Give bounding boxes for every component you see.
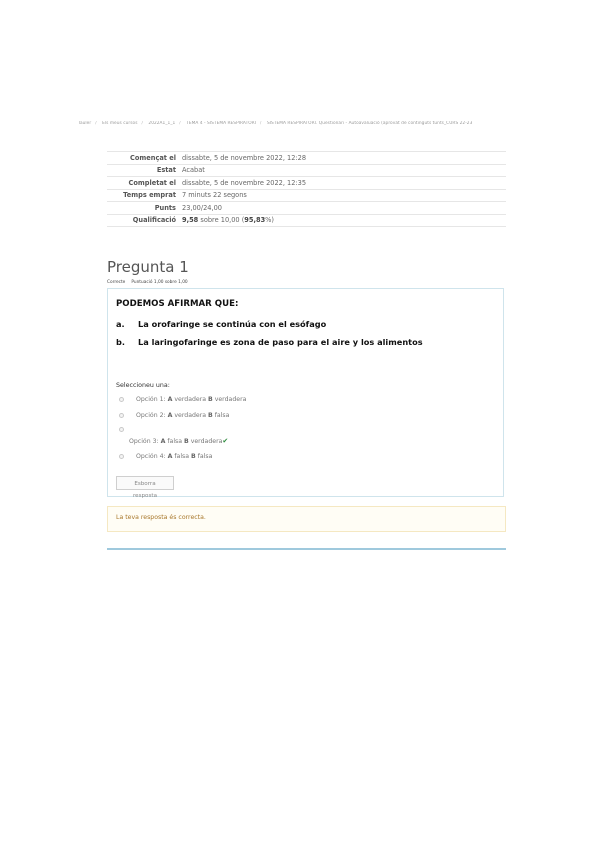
- summary-label: Començat el: [130, 153, 176, 162]
- radio-button[interactable]: [119, 397, 124, 402]
- option-label: [136, 412, 229, 419]
- breadcrumb-separator: /: [260, 121, 262, 126]
- question-stem-line: [116, 319, 326, 329]
- option-b: B: [208, 396, 213, 403]
- breadcrumb-item-quiz[interactable]: SISTEMA RESPIRATORI. Qüestionari - Autoavaluació (aprovat de continguts tunts_CURS 22-23: [266, 121, 473, 126]
- question-stem-title: PODEMOS AFIRMAR QUE:: [116, 299, 239, 309]
- stem-letter: a.: [116, 319, 125, 329]
- option-a-value: falsa: [165, 438, 185, 445]
- radio-button[interactable]: [119, 454, 124, 459]
- option-a: A: [167, 412, 173, 419]
- option-label: [136, 396, 246, 403]
- stem-text: La orofaringe se continúa con el esófago: [138, 319, 327, 329]
- option-a: A: [160, 438, 166, 445]
- summary-label: Temps emprat: [123, 191, 176, 200]
- option-label: [136, 453, 212, 460]
- summary-row-time-taken: [107, 189, 506, 202]
- feedback-text: La teva resposta és correcta.: [116, 514, 206, 521]
- breadcrumb-item-section[interactable]: TEMA 4 - SISTEMA RESPIRATORI: [186, 121, 257, 126]
- option-b-value: verdadera: [212, 396, 247, 403]
- grade-percent-close: %): [265, 216, 274, 225]
- option-b: B: [184, 438, 189, 445]
- option-b-value: falsa: [212, 412, 230, 419]
- summary-label: Estat: [156, 166, 176, 175]
- breadcrumb-item-course[interactable]: 2022A1_1_1: [148, 121, 176, 126]
- question-title: Pregunta 1: [107, 258, 189, 276]
- option-b: B: [191, 453, 196, 460]
- option-prefix: Opción 1:: [136, 396, 168, 403]
- breadcrumb-item-my-courses[interactable]: Els meus cursos: [102, 121, 138, 126]
- option-prefix: Opción 3:: [129, 438, 161, 445]
- option-prefix: Opción 4:: [136, 453, 168, 460]
- question-state: Correcte: [107, 280, 126, 285]
- question-stem-line: [116, 337, 423, 347]
- grade-out-of: sobre 10,00 (: [198, 216, 245, 225]
- answer-option-1[interactable]: [119, 396, 246, 403]
- attempt-summary-table: [107, 151, 506, 227]
- breadcrumb-separator: /: [179, 121, 181, 126]
- summary-value: 23,00/24,00: [182, 203, 222, 212]
- option-b: B: [208, 412, 213, 419]
- summary-value: dissabte, 5 de novembre 2022, 12:35: [182, 178, 307, 187]
- stem-text: La laringofaringe es zona de paso para el aire y los alimentos: [138, 337, 423, 347]
- summary-row-marks: [107, 202, 506, 215]
- option-a-value: falsa: [172, 453, 192, 460]
- summary-row-grade: [107, 214, 506, 227]
- summary-label: Punts: [154, 203, 176, 212]
- summary-value: Acabat: [182, 166, 205, 175]
- option-a-value: verdadera: [172, 396, 209, 403]
- summary-row-completed: [107, 177, 506, 190]
- option-a: A: [167, 453, 173, 460]
- option-b-value: falsa: [195, 453, 213, 460]
- stem-letter: b.: [116, 337, 125, 347]
- summary-row-state: [107, 164, 506, 177]
- breadcrumb-item-dashboard[interactable]: Tauler: [78, 121, 92, 126]
- summary-row-started: [107, 152, 506, 165]
- summary-label: Completat el: [128, 178, 176, 187]
- correct-check-icon: ✔: [222, 437, 229, 445]
- option-prefix: Opción 2:: [136, 412, 168, 419]
- question-marks: Puntuació 1,00 sobre 1,00: [131, 280, 188, 285]
- grade-value: 9,58: [182, 216, 199, 225]
- option-b-value: verdadera: [188, 438, 223, 445]
- answer-option-3[interactable]: [129, 437, 228, 445]
- clear-response-button[interactable]: Esborra resposta: [116, 476, 174, 490]
- summary-label: Qualificació: [132, 216, 176, 225]
- option-a: A: [167, 396, 173, 403]
- breadcrumb: [78, 121, 508, 126]
- summary-value: 7 minuts 22 segons: [182, 191, 247, 200]
- question-info: [107, 280, 194, 285]
- summary-value-grade: [182, 214, 506, 227]
- summary-value: dissabte, 5 de novembre 2022, 12:28: [182, 153, 307, 162]
- breadcrumb-separator: /: [95, 121, 97, 126]
- radio-button-selected[interactable]: [119, 427, 124, 432]
- breadcrumb-separator: /: [141, 121, 143, 126]
- question-divider: [107, 548, 506, 550]
- answer-prompt: Seleccioneu una:: [116, 382, 170, 389]
- grade-percent: 95,83: [244, 216, 266, 225]
- radio-button[interactable]: [119, 413, 124, 418]
- option-a-value: verdadera: [172, 412, 209, 419]
- answer-option-2[interactable]: [119, 412, 229, 419]
- answer-option-3-radio-row[interactable]: [119, 427, 124, 432]
- answer-option-4[interactable]: [119, 453, 212, 460]
